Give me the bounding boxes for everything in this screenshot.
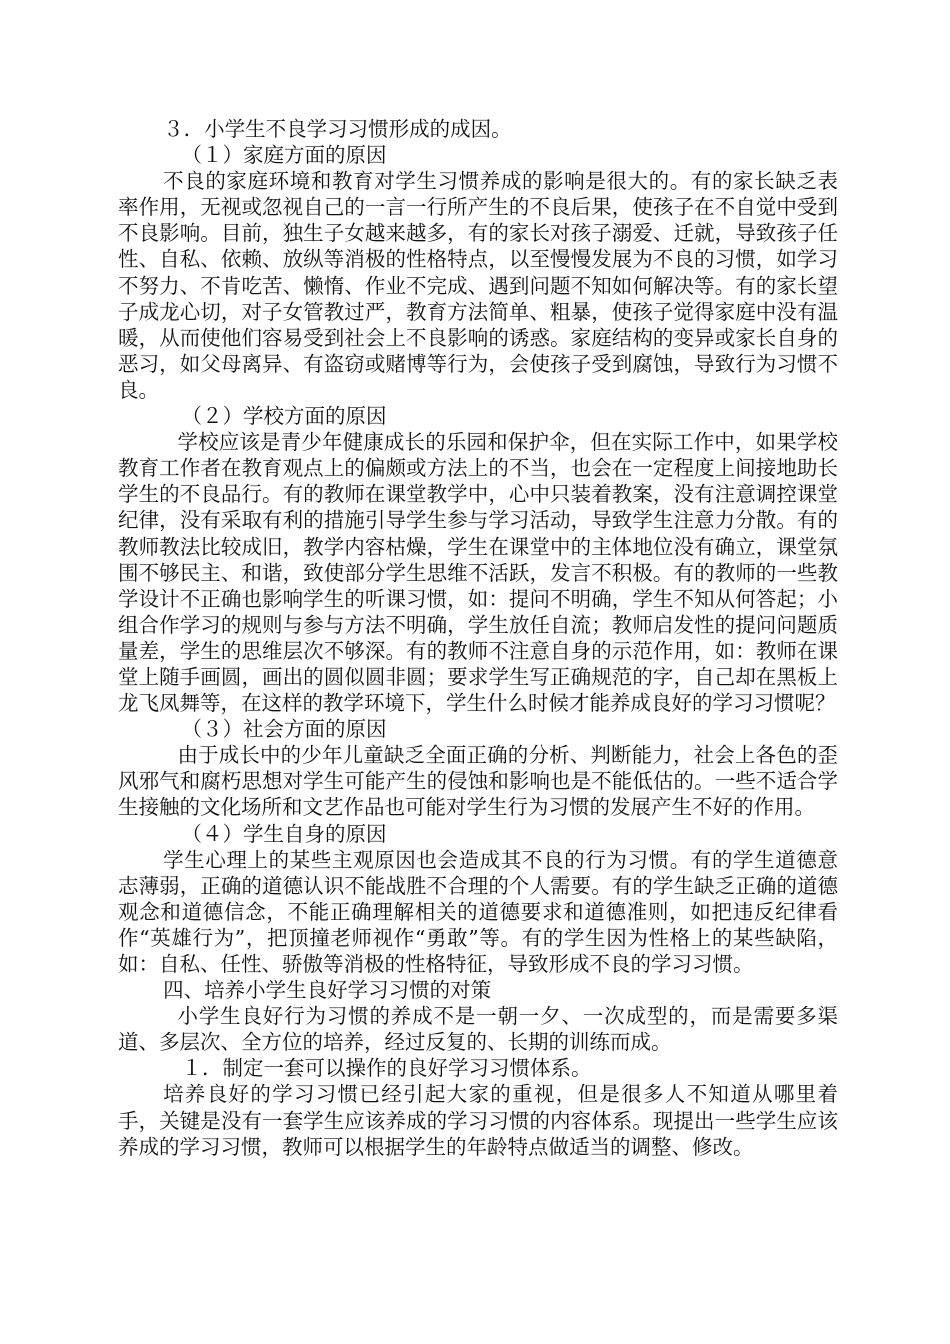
paragraph-society: 由于成长中的少年儿童缺乏全面正确的分析、判断能力，社会上各色的歪风邪气和腐朽思想对学生可能产生的侵蚀和影响也是不能低估的。一些不适合学生接触的文化场所和文艺作品也可能对学生行为习惯的发展产生不好的作用。: [118, 743, 838, 820]
section-heading-causes: ３．小学生不良学习习惯形成的成因。: [163, 117, 512, 141]
paragraph-self: 学生心理上的某些主观原因也会造成其不良的行为习惯。有的学生道德意志薄弱，正确的道德认识不能战胜不合理的个人需要。有的学生缺乏正确的道德观念和道德信念，不能正确理解相关的道德要求和道德准则，如把违反纪律看作“英雄行为”，把顶撞老师视作“勇敢”等。有的学生因为性格上的某些缺陷，如：自私、任性、骄傲等消极的性格特征，导致形成不良的学习习惯。: [118, 847, 838, 976]
paragraph-school: 学校应该是青少年健康成长的乐园和保护伞，但在实际工作中，如果学校教育工作者在教育观点上的偏颇或方法上的不当，也会在一定程度上间接地助长学生的不良品行。有的教师在课堂教学中，心中只装着教案，没有注意调控课堂纪律，没有采取有利的措施引导学生参与学习活动，导致学生注意力分散。有的教师教法比较成旧，教学内容枯燥，学生在课堂中的主体地位没有确立，课堂氛围不够民主、和谐，致使部分学生思维不活跃，发言不积极。有的教师的一些教学设计不正确也影响学生的听课习惯，如：提问不明确，学生不知从何答起；小组合作学习的规则与参与方法不明确，学生放任自流；教师启发性的提问问题质量差，学生的思维层次不够深。有的教师不注意自身的示范作用，如：教师在课堂上随手画圆，画出的圆似圆非圆；要求学生写正确规范的字，自己却在黑板上龙飞凤舞等，在这样的教学环境下，学生什么时候才能养成良好的学习习惯呢？: [118, 430, 838, 716]
sub-heading-self: （４）学生自身的原因: [181, 821, 387, 846]
sub-heading-system: １．制定一套可以操作的良好学习习惯体系。: [181, 1056, 592, 1081]
sub-heading-society: （３）社会方面的原因: [181, 717, 387, 742]
document-page: [118, 116, 838, 1160]
section-heading-strategies: 四、培养小学生良好学习习惯的对策: [163, 978, 492, 1003]
paragraph-strategies-intro: 小学生良好行为习惯的养成不是一朝一夕、一次成型的，而是需要多渠道、多层次、全方位的培养，经过反复的、长期的训练而成。: [118, 1004, 838, 1055]
paragraph-family: 不良的家庭环境和教育对学生习惯养成的影响是很大的。有的家长缺乏表率作用，无视或忽视自己的一言一行所产生的不良后果，使孩子在不自觉中受到不良影响。目前，独生子女越来越多，有的家长对孩子溺爱、迁就，导致孩子任性、自私、依赖、放纵等消极的性格特点，以至慢慢发展为不良的习惯，如学习不努力、不肯吃苦、懒惰、作业不完成、遇到问题不知如何解决等。有的家长望子成龙心切，对子女管教过严，教育方法简单、粗暴，使孩子觉得家庭中没有温暖，从而使他们容易受到社会上不良影响的诱惑。家庭结构的变异或家长自身的恶习，如父母离异、有盗窃或赌博等行为，会使孩子受到腐蚀，导致行为习惯不良。: [118, 169, 838, 402]
paragraph-system: 培养良好的学习习惯已经引起大家的重视，但是很多人不知道从哪里着手，关键是没有一套学生应该养成的学习习惯的内容体系。现提出一些学生应该养成的学习习惯，教师可以根据学生的年龄特点做适当的调整、修改。: [118, 1082, 838, 1159]
sub-heading-family: （１）家庭方面的原因: [181, 143, 387, 168]
sub-heading-school: （２）学校方面的原因: [181, 404, 387, 429]
